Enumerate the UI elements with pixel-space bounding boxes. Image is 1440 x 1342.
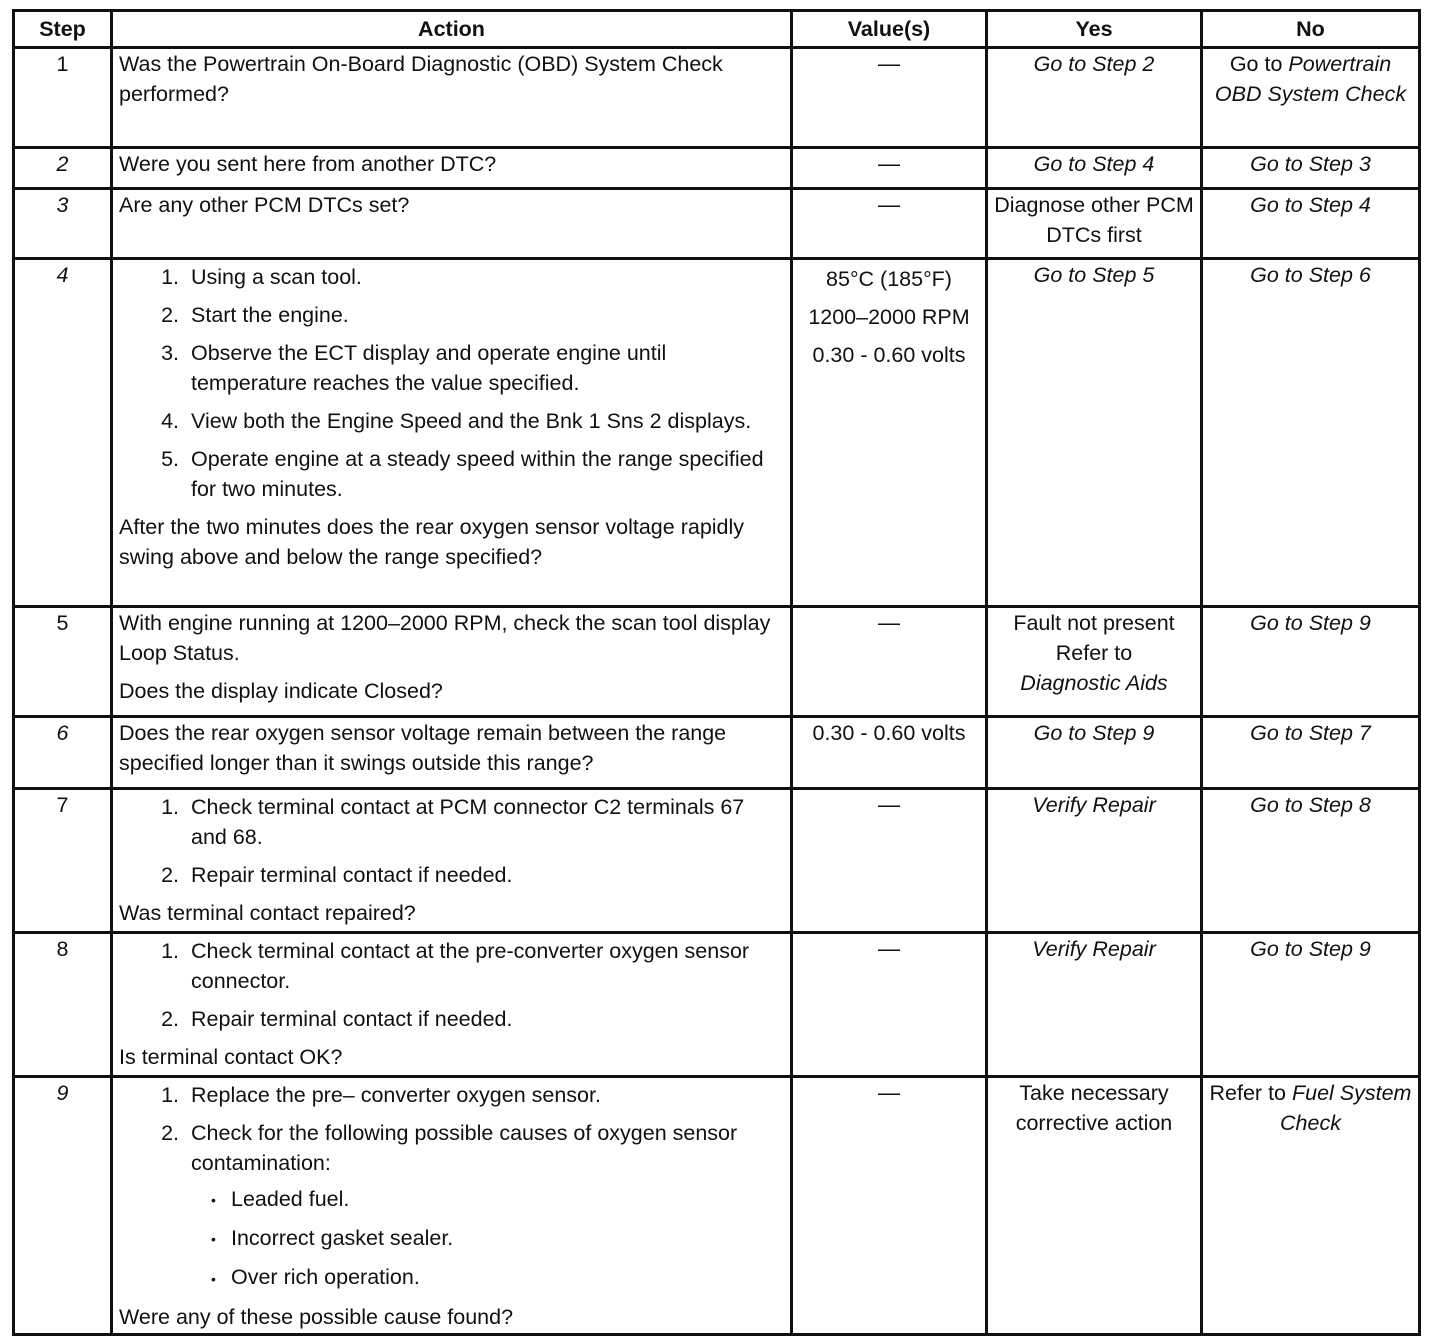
step-number: 4 (14, 259, 112, 607)
list-item: • Leaded fuel. (205, 1184, 784, 1215)
action-steps (119, 936, 784, 1034)
list-item: 1. Check terminal contact at the pre-converter oxygen sensor connector. (185, 936, 784, 996)
step-number: 9 (14, 1076, 112, 1334)
step-number: 3 (14, 189, 112, 259)
value-cell: — (792, 189, 987, 259)
action-question: After the two minutes does the rear oxygen sensor voltage rapidly swing above and below the range specified? (119, 515, 745, 570)
action-cell (112, 148, 792, 189)
action-cell (112, 932, 792, 1076)
table-row (14, 607, 1420, 717)
action-lead: With engine running at 1200–2000 RPM, check the scan tool display Loop Status. (119, 611, 771, 666)
table-row (14, 717, 1420, 788)
value-cell (792, 259, 987, 607)
action-question: Were you sent here from another DTC? (119, 152, 497, 177)
list-item: 5. Operate engine at a steady speed within the range specified for two minutes. (185, 444, 784, 504)
yes-cell: Verify Repair (987, 932, 1202, 1076)
action-cell (112, 189, 792, 259)
list-item: 4. View both the Engine Speed and the Bnk 1 Sns 2 displays. (185, 406, 784, 436)
step-number: 5 (14, 607, 112, 717)
action-steps (119, 792, 784, 890)
list-item: • Incorrect gasket sealer. (205, 1223, 784, 1254)
value-cell: — (792, 932, 987, 1076)
value-voltage: 0.30 - 0.60 volts (812, 343, 966, 368)
action-cell (112, 48, 792, 148)
value-cell: — (792, 48, 987, 148)
list-item: 2. Repair terminal contact if needed. (185, 1004, 784, 1034)
header-no: No (1202, 11, 1420, 48)
yes-cell: Verify Repair (987, 788, 1202, 932)
value-cell: — (792, 788, 987, 932)
header-values: Value(s) (792, 11, 987, 48)
list-item: 2. Repair terminal contact if needed. (185, 860, 784, 890)
action-cell (112, 259, 792, 607)
value-cell: — (792, 148, 987, 189)
table-row (14, 932, 1420, 1076)
no-cell: Go to Step 9 (1202, 607, 1420, 717)
action-cell (112, 607, 792, 717)
no-cell: Go to Powertrain OBD System Check (1202, 48, 1420, 148)
action-cell (112, 717, 792, 788)
no-cell: Refer to Fuel System Check (1202, 1076, 1420, 1334)
value-temperature: 85°C (185°F) (826, 267, 952, 292)
yes-cell: Go to Step 2 (987, 48, 1202, 148)
action-question: Were any of these possible cause found? (119, 1304, 514, 1329)
no-cell: Go to Step 6 (1202, 259, 1420, 607)
yes-cell: Go to Step 9 (987, 717, 1202, 788)
value-rpm: 1200–2000 RPM (808, 305, 970, 330)
action-question: Does the rear oxygen sensor voltage remain between the range specified longer than it swings outside this range? (119, 721, 727, 776)
no-cell: Go to Step 9 (1202, 932, 1420, 1076)
table-row (14, 259, 1420, 607)
value-cell: 0.30 - 0.60 volts (792, 717, 987, 788)
cause-list (191, 1184, 784, 1294)
table-row (14, 148, 1420, 189)
action-question: Are any other PCM DTCs set? (119, 193, 410, 218)
list-item: 3. Observe the ECT display and operate engine until temperature reaches the value specified. (185, 338, 784, 398)
list-item: 1. Replace the pre– converter oxygen sensor. (185, 1080, 784, 1110)
no-cell: Go to Step 7 (1202, 717, 1420, 788)
action-steps (119, 262, 784, 504)
value-cell: — (792, 607, 987, 717)
diagnostic-table (12, 9, 1421, 1336)
action-question: Does the display indicate Closed? (119, 679, 443, 704)
no-cell: Go to Step 3 (1202, 148, 1420, 189)
action-question: Was the Powertrain On-Board Diagnostic (OBD) System Check performed? (119, 52, 723, 106)
step-number: 7 (14, 788, 112, 932)
yes-cell: Go to Step 4 (987, 148, 1202, 189)
action-question: Is terminal contact OK? (119, 1044, 343, 1069)
header-yes: Yes (987, 11, 1202, 48)
table-row (14, 788, 1420, 932)
no-cell: Go to Step 8 (1202, 788, 1420, 932)
list-item: 1. Check terminal contact at PCM connector C2 terminals 67 and 68. (185, 792, 784, 852)
yes-cell: Diagnose other PCM DTCs first (987, 189, 1202, 259)
no-cell: Go to Step 4 (1202, 189, 1420, 259)
step-number: 2 (14, 148, 112, 189)
yes-cell: Take necessary corrective action (987, 1076, 1202, 1334)
list-item: 2. Start the engine. (185, 300, 784, 330)
header-action: Action (112, 11, 792, 48)
step-number: 6 (14, 717, 112, 788)
header-row (14, 11, 1420, 48)
yes-cell: Fault not present Refer to Diagnostic Aids (987, 607, 1202, 717)
action-steps (119, 1080, 784, 1294)
yes-cell: Go to Step 5 (987, 259, 1202, 607)
list-item: 1. Using a scan tool. (185, 262, 784, 292)
list-item: 2. Check for the following possible causes of oxygen sensor contamination: • Leaded fuel. • Incorrect gasket sealer. • Over rich operation. (185, 1118, 784, 1294)
header-step: Step (14, 11, 112, 48)
action-cell (112, 1076, 792, 1334)
action-question: Was terminal contact repaired? (119, 900, 416, 925)
step-number: 1 (14, 48, 112, 148)
step-number: 8 (14, 932, 112, 1076)
value-cell: — (792, 1076, 987, 1334)
action-cell (112, 788, 792, 932)
table-row (14, 48, 1420, 148)
table-row (14, 189, 1420, 259)
list-item: • Over rich operation. (205, 1262, 784, 1293)
table-row (14, 1076, 1420, 1334)
